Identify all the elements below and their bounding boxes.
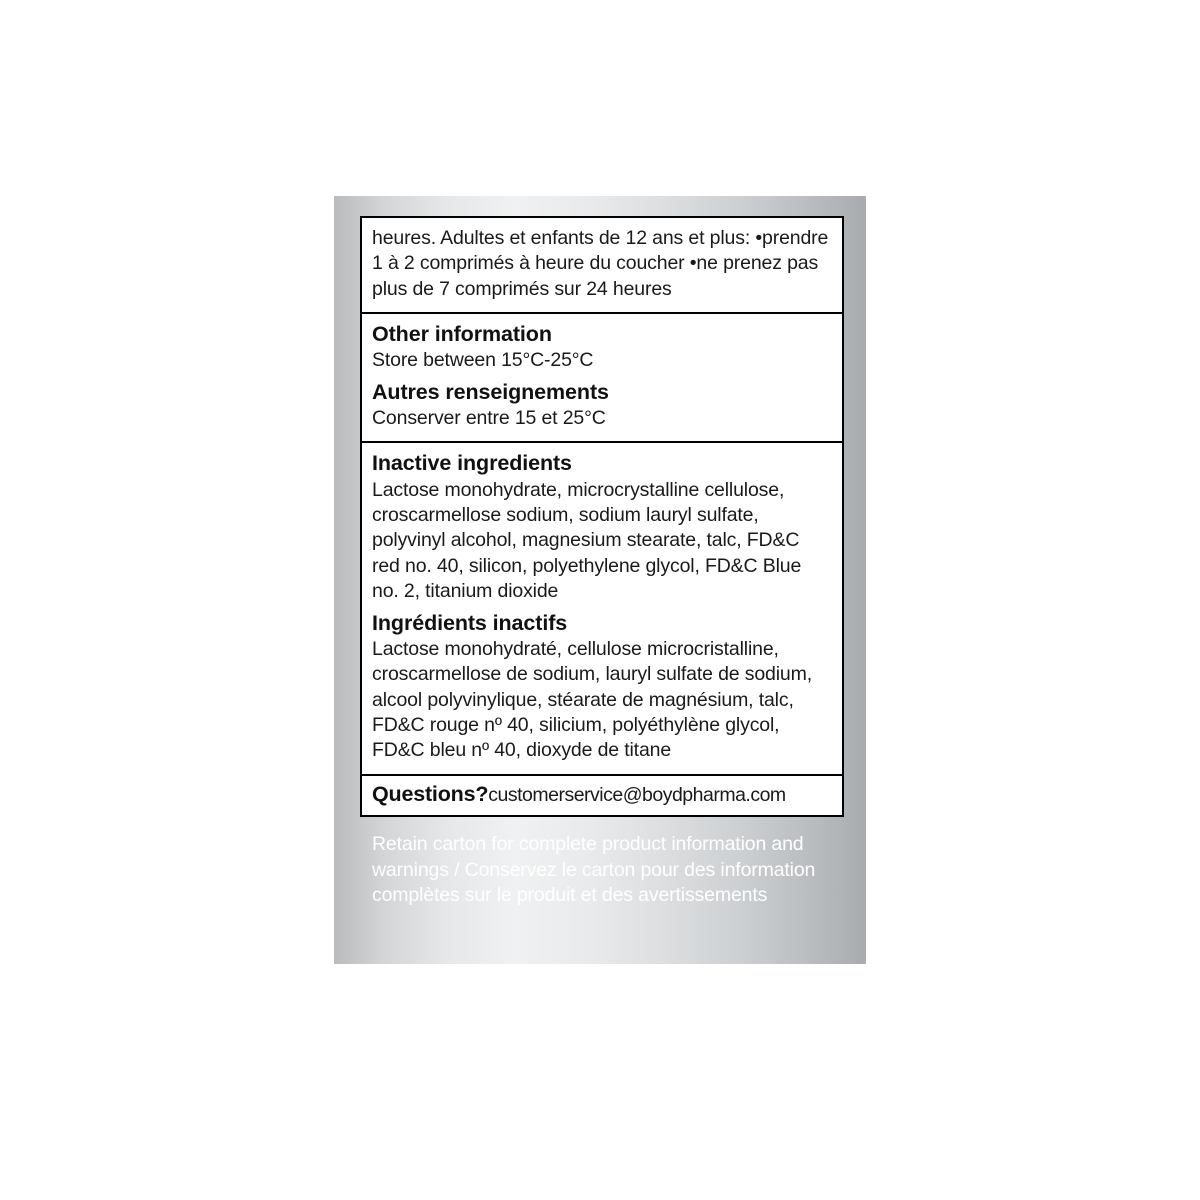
other-information-heading-fr: Autres renseignements	[372, 379, 609, 404]
customer-service-email: customerservice@boydpharma.com	[488, 783, 786, 806]
questions-label: Questions?	[372, 781, 489, 806]
inactive-ingredients-text-fr: Lactose monohydraté, cellulose microcristalline, croscarmellose de sodium, lauryl sulfate de sodium, alcool polyvinylique, stéarate de magnésium, talc, FD&C rouge nº 40, silicium, polyéthylène glycol, FD&C bleu nº 40, dioxyde de titane	[372, 637, 812, 762]
inactive-ingredients-heading-fr: Ingrédients inactifs	[372, 610, 568, 635]
inactive-ingredients-heading-en: Inactive ingredients	[372, 451, 572, 476]
inactive-ingredients-section	[362, 443, 842, 775]
other-information-text-en: Store between 15°C-25°C	[372, 349, 594, 372]
directions-continuation-section	[362, 218, 842, 314]
other-information-text-fr: Conserver entre 15 et 25°C	[372, 407, 606, 430]
other-information-section	[362, 314, 842, 443]
other-information-heading-en: Other information	[372, 322, 552, 347]
carton-footer-text: Retain carton for complete product information and warnings / Conservez le carton pour des information complètes sur le produit et des avertissements	[372, 833, 816, 907]
questions-section	[362, 776, 842, 815]
inactive-ingredients-text-en: Lactose monohydrate, microcrystalline cellulose, croscarmellose sodium, sodium lauryl sulfate, polyvinyl alcohol, magnesium stearate, talc, FD&C red no. 40, silicon, polyethylene glycol, FD&C Blue no. 2, titanium dioxide	[372, 478, 802, 603]
directions-continuation-text: heures. Adultes et enfants de 12 ans et plus: •prendre 1 à 2 comprimés à heure du coucher •ne prenez pas plus de 7 comprimés sur 24 heures	[372, 227, 829, 300]
drug-facts-box	[360, 216, 844, 817]
